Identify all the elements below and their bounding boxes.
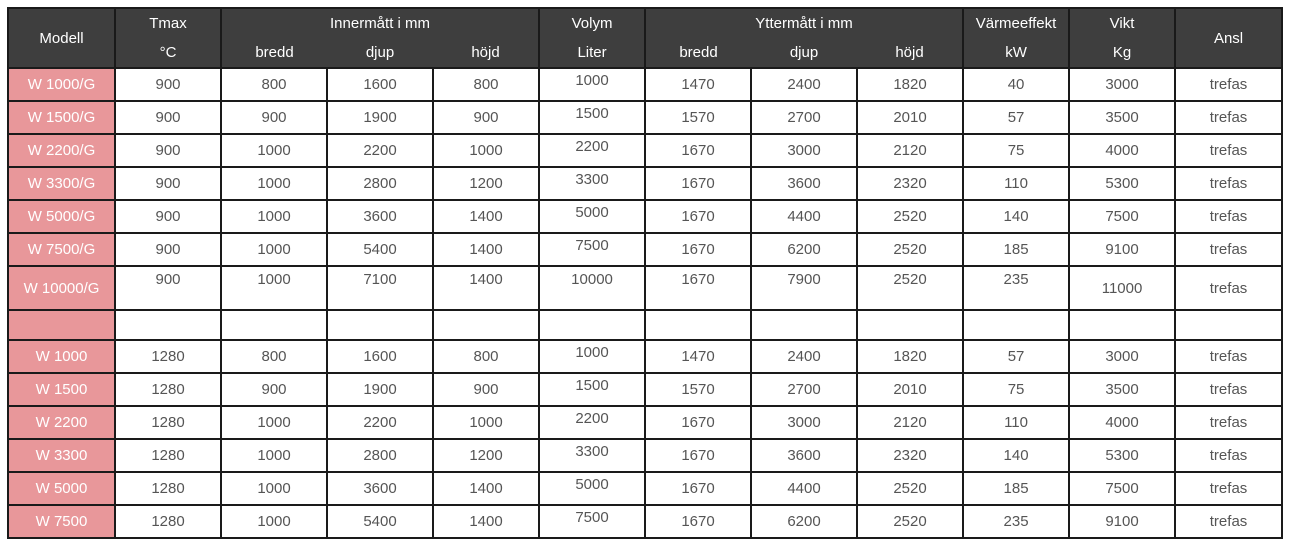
power-cell: 185 <box>963 233 1069 266</box>
inner-hojd-cell: 1400 <box>433 266 539 310</box>
separator-cell <box>539 310 645 340</box>
inner-bredd-cell: 1000 <box>221 134 327 167</box>
outer-hojd-cell: 2120 <box>857 406 963 439</box>
outer-hojd-cell: 1820 <box>857 340 963 373</box>
volym-cell: 1000 <box>539 340 645 373</box>
outer-hojd-cell: 2520 <box>857 505 963 538</box>
power-cell: 185 <box>963 472 1069 505</box>
inner-hojd-cell: 1400 <box>433 505 539 538</box>
separator-cell <box>963 310 1069 340</box>
inner-djup-cell: 5400 <box>327 505 433 538</box>
power-cell: 235 <box>963 266 1069 310</box>
inner-djup-cell: 3600 <box>327 472 433 505</box>
inner-hojd-cell: 1200 <box>433 167 539 200</box>
power-cell: 110 <box>963 167 1069 200</box>
model-cell: W 1000/G <box>8 68 115 101</box>
ansl-cell: trefas <box>1175 266 1282 310</box>
tmax-cell: 900 <box>115 68 221 101</box>
table-row <box>8 373 1282 406</box>
inner-bredd-cell: 1000 <box>221 266 327 310</box>
inner-hojd-cell: 1000 <box>433 134 539 167</box>
table-row <box>8 167 1282 200</box>
header-tmax: Tmax <box>115 8 221 37</box>
inner-djup-cell: 5400 <box>327 233 433 266</box>
model-cell: W 1000 <box>8 340 115 373</box>
separator-cell <box>115 310 221 340</box>
header-volym: Volym <box>539 8 645 37</box>
outer-bredd-cell: 1670 <box>645 134 751 167</box>
header-tmax-unit: °C <box>115 37 221 68</box>
table-row <box>8 439 1282 472</box>
tmax-cell: 1280 <box>115 505 221 538</box>
inner-hojd-cell: 1200 <box>433 439 539 472</box>
model-cell: W 3300 <box>8 439 115 472</box>
header-outer-bredd: bredd <box>645 37 751 68</box>
volym-cell: 3300 <box>539 439 645 472</box>
table-row <box>8 233 1282 266</box>
weight-cell: 4000 <box>1069 406 1175 439</box>
separator-cell <box>857 310 963 340</box>
model-cell: W 10000/G <box>8 266 115 310</box>
outer-bredd-cell: 1470 <box>645 68 751 101</box>
separator-model-cell <box>8 310 115 340</box>
inner-djup-cell: 1600 <box>327 340 433 373</box>
volym-cell: 1500 <box>539 373 645 406</box>
ansl-cell: trefas <box>1175 134 1282 167</box>
inner-bredd-cell: 1000 <box>221 406 327 439</box>
volym-cell: 2200 <box>539 406 645 439</box>
outer-djup-cell: 4400 <box>751 200 857 233</box>
tmax-cell: 900 <box>115 134 221 167</box>
separator-cell <box>221 310 327 340</box>
outer-bredd-cell: 1670 <box>645 200 751 233</box>
weight-cell: 7500 <box>1069 200 1175 233</box>
outer-bredd-cell: 1670 <box>645 266 751 310</box>
outer-hojd-cell: 2320 <box>857 439 963 472</box>
volym-cell: 2200 <box>539 134 645 167</box>
volym-cell: 10000 <box>539 266 645 310</box>
outer-hojd-cell: 2520 <box>857 266 963 310</box>
separator-cell <box>433 310 539 340</box>
separator-cell <box>645 310 751 340</box>
volym-cell: 7500 <box>539 233 645 266</box>
outer-bredd-cell: 1670 <box>645 406 751 439</box>
outer-hojd-cell: 2320 <box>857 167 963 200</box>
inner-djup-cell: 2800 <box>327 439 433 472</box>
separator-cell <box>1175 310 1282 340</box>
outer-hojd-cell: 2520 <box>857 472 963 505</box>
table-row <box>8 101 1282 134</box>
outer-hojd-cell: 2520 <box>857 233 963 266</box>
header-inner-hojd: höjd <box>433 37 539 68</box>
inner-hojd-cell: 1400 <box>433 472 539 505</box>
tmax-cell: 1280 <box>115 373 221 406</box>
table-header <box>8 8 1282 68</box>
power-cell: 75 <box>963 134 1069 167</box>
ansl-cell: trefas <box>1175 439 1282 472</box>
outer-hojd-cell: 2010 <box>857 101 963 134</box>
ansl-cell: trefas <box>1175 101 1282 134</box>
weight-cell: 11000 <box>1069 266 1175 310</box>
header-weight: Vikt <box>1069 8 1175 37</box>
inner-bredd-cell: 1000 <box>221 167 327 200</box>
model-cell: W 5000 <box>8 472 115 505</box>
outer-bredd-cell: 1670 <box>645 505 751 538</box>
header-weight-unit: Kg <box>1069 37 1175 68</box>
model-cell: W 2200 <box>8 406 115 439</box>
model-cell: W 1500 <box>8 373 115 406</box>
tmax-cell: 900 <box>115 167 221 200</box>
inner-bredd-cell: 900 <box>221 101 327 134</box>
weight-cell: 3000 <box>1069 340 1175 373</box>
inner-bredd-cell: 1000 <box>221 200 327 233</box>
inner-hojd-cell: 800 <box>433 68 539 101</box>
model-cell: W 7500/G <box>8 233 115 266</box>
volym-cell: 5000 <box>539 200 645 233</box>
outer-djup-cell: 6200 <box>751 233 857 266</box>
outer-djup-cell: 2400 <box>751 68 857 101</box>
volym-cell: 7500 <box>539 505 645 538</box>
header-inner: Innermått i mm <box>221 8 539 37</box>
power-cell: 140 <box>963 439 1069 472</box>
separator-cell <box>751 310 857 340</box>
tmax-cell: 1280 <box>115 472 221 505</box>
weight-cell: 5300 <box>1069 439 1175 472</box>
table-row <box>8 406 1282 439</box>
outer-hojd-cell: 2010 <box>857 373 963 406</box>
inner-hojd-cell: 1400 <box>433 233 539 266</box>
inner-djup-cell: 3600 <box>327 200 433 233</box>
header-ansl: Ansl <box>1175 8 1282 68</box>
outer-djup-cell: 3600 <box>751 167 857 200</box>
outer-hojd-cell: 1820 <box>857 68 963 101</box>
weight-cell: 5300 <box>1069 167 1175 200</box>
outer-djup-cell: 2400 <box>751 340 857 373</box>
inner-bredd-cell: 800 <box>221 340 327 373</box>
separator-cell <box>1069 310 1175 340</box>
outer-djup-cell: 4400 <box>751 472 857 505</box>
outer-djup-cell: 3000 <box>751 134 857 167</box>
ansl-cell: trefas <box>1175 167 1282 200</box>
outer-bredd-cell: 1570 <box>645 101 751 134</box>
model-cell: W 5000/G <box>8 200 115 233</box>
ansl-cell: trefas <box>1175 200 1282 233</box>
power-cell: 235 <box>963 505 1069 538</box>
table-row <box>8 134 1282 167</box>
header-outer-hojd: höjd <box>857 37 963 68</box>
inner-djup-cell: 7100 <box>327 266 433 310</box>
outer-djup-cell: 2700 <box>751 101 857 134</box>
outer-djup-cell: 6200 <box>751 505 857 538</box>
outer-djup-cell: 3000 <box>751 406 857 439</box>
outer-bredd-cell: 1470 <box>645 340 751 373</box>
power-cell: 57 <box>963 101 1069 134</box>
outer-bredd-cell: 1670 <box>645 472 751 505</box>
tmax-cell: 1280 <box>115 340 221 373</box>
inner-bredd-cell: 1000 <box>221 233 327 266</box>
tmax-cell: 900 <box>115 266 221 310</box>
inner-djup-cell: 2200 <box>327 134 433 167</box>
model-cell: W 2200/G <box>8 134 115 167</box>
outer-djup-cell: 7900 <box>751 266 857 310</box>
volym-cell: 1500 <box>539 101 645 134</box>
outer-djup-cell: 2700 <box>751 373 857 406</box>
inner-hojd-cell: 800 <box>433 340 539 373</box>
weight-cell: 3500 <box>1069 101 1175 134</box>
model-cell: W 1500/G <box>8 101 115 134</box>
ansl-cell: trefas <box>1175 233 1282 266</box>
volym-cell: 5000 <box>539 472 645 505</box>
table-row <box>8 200 1282 233</box>
ansl-cell: trefas <box>1175 340 1282 373</box>
inner-djup-cell: 2200 <box>327 406 433 439</box>
table-row <box>8 505 1282 538</box>
inner-bredd-cell: 1000 <box>221 505 327 538</box>
inner-djup-cell: 1600 <box>327 68 433 101</box>
furnace-spec-table <box>7 7 1283 539</box>
ansl-cell: trefas <box>1175 68 1282 101</box>
ansl-cell: trefas <box>1175 406 1282 439</box>
power-cell: 140 <box>963 200 1069 233</box>
ansl-cell: trefas <box>1175 472 1282 505</box>
ansl-cell: trefas <box>1175 505 1282 538</box>
inner-hojd-cell: 1400 <box>433 200 539 233</box>
power-cell: 75 <box>963 373 1069 406</box>
weight-cell: 9100 <box>1069 505 1175 538</box>
volym-cell: 1000 <box>539 68 645 101</box>
inner-bredd-cell: 1000 <box>221 472 327 505</box>
model-cell: W 3300/G <box>8 167 115 200</box>
tmax-cell: 900 <box>115 200 221 233</box>
outer-djup-cell: 3600 <box>751 439 857 472</box>
power-cell: 57 <box>963 340 1069 373</box>
weight-cell: 3500 <box>1069 373 1175 406</box>
table-body <box>8 68 1282 538</box>
header-inner-djup: djup <box>327 37 433 68</box>
inner-djup-cell: 2800 <box>327 167 433 200</box>
table-row <box>8 472 1282 505</box>
ansl-cell: trefas <box>1175 373 1282 406</box>
table-row <box>8 340 1282 373</box>
power-cell: 40 <box>963 68 1069 101</box>
weight-cell: 4000 <box>1069 134 1175 167</box>
inner-djup-cell: 1900 <box>327 373 433 406</box>
separator-row <box>8 310 1282 340</box>
tmax-cell: 1280 <box>115 406 221 439</box>
outer-bredd-cell: 1670 <box>645 233 751 266</box>
tmax-cell: 900 <box>115 101 221 134</box>
tmax-cell: 1280 <box>115 439 221 472</box>
inner-hojd-cell: 1000 <box>433 406 539 439</box>
model-cell: W 7500 <box>8 505 115 538</box>
table-row <box>8 266 1282 310</box>
outer-hojd-cell: 2520 <box>857 200 963 233</box>
header-outer-djup: djup <box>751 37 857 68</box>
header-outer: Yttermått i mm <box>645 8 963 37</box>
outer-bredd-cell: 1570 <box>645 373 751 406</box>
header-power: Värmeeffekt <box>963 8 1069 37</box>
weight-cell: 3000 <box>1069 68 1175 101</box>
inner-djup-cell: 1900 <box>327 101 433 134</box>
power-cell: 110 <box>963 406 1069 439</box>
inner-bredd-cell: 800 <box>221 68 327 101</box>
separator-cell <box>327 310 433 340</box>
outer-bredd-cell: 1670 <box>645 439 751 472</box>
outer-bredd-cell: 1670 <box>645 167 751 200</box>
weight-cell: 7500 <box>1069 472 1175 505</box>
inner-hojd-cell: 900 <box>433 101 539 134</box>
tmax-cell: 900 <box>115 233 221 266</box>
inner-bredd-cell: 1000 <box>221 439 327 472</box>
header-volym-unit: Liter <box>539 37 645 68</box>
weight-cell: 9100 <box>1069 233 1175 266</box>
inner-hojd-cell: 900 <box>433 373 539 406</box>
header-power-unit: kW <box>963 37 1069 68</box>
table-row <box>8 68 1282 101</box>
header-modell: Modell <box>8 8 115 68</box>
header-inner-bredd: bredd <box>221 37 327 68</box>
outer-hojd-cell: 2120 <box>857 134 963 167</box>
inner-bredd-cell: 900 <box>221 373 327 406</box>
volym-cell: 3300 <box>539 167 645 200</box>
